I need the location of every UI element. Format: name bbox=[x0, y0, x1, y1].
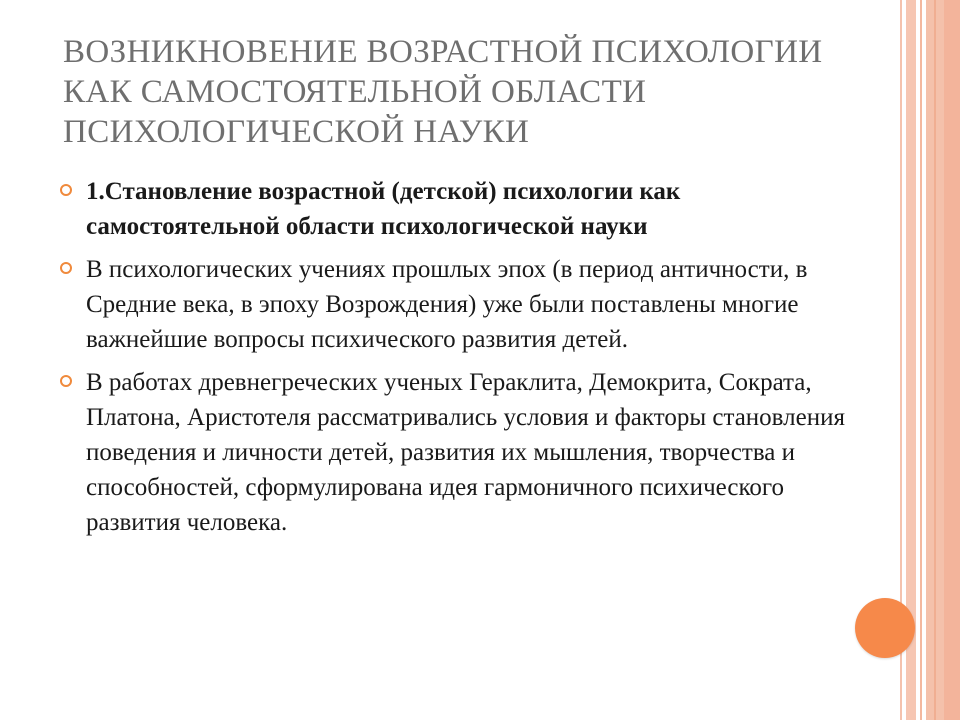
bullet-item bbox=[60, 252, 860, 357]
bullet-item bbox=[60, 174, 860, 244]
bullet-text: В психологических учениях прошлых эпох (в период античности, в Средние века, в эпоху Возрождения) уже были поставлены многие важнейшие вопросы психического развития детей. bbox=[86, 256, 808, 353]
bullet-circle-icon bbox=[60, 375, 72, 387]
bullet-text: 1.Становление возрастной (детской) психологии как самостоятельной области психологической науки bbox=[86, 178, 681, 240]
bullet-circle-icon bbox=[60, 184, 72, 196]
stripe bbox=[944, 0, 960, 720]
stripe bbox=[920, 0, 922, 720]
bullet-item bbox=[60, 365, 860, 540]
slide-title: ВОЗНИКНОВЕНИЕ ВОЗРАСТНОЙ ПСИХОЛОГИИ КАК САМОСТОЯТЕЛЬНОЙ ОБЛАСТИ ПСИХОЛОГИЧЕСКОЙ НАУКИ bbox=[63, 34, 823, 150]
bullet-text: В работах древнегреческих ученых Гераклита, Демокрита, Сократа, Платона, Аристотеля рассматривались условия и факторы становления поведения и личности детей, развития их мышления, творчества и способностей, сформулирована идея гармоничного психического развития человека. bbox=[86, 369, 845, 536]
bullet-list bbox=[60, 174, 860, 548]
bullet-circle-icon bbox=[60, 262, 72, 274]
stripe bbox=[934, 0, 936, 720]
orange-circle-icon bbox=[855, 598, 915, 658]
